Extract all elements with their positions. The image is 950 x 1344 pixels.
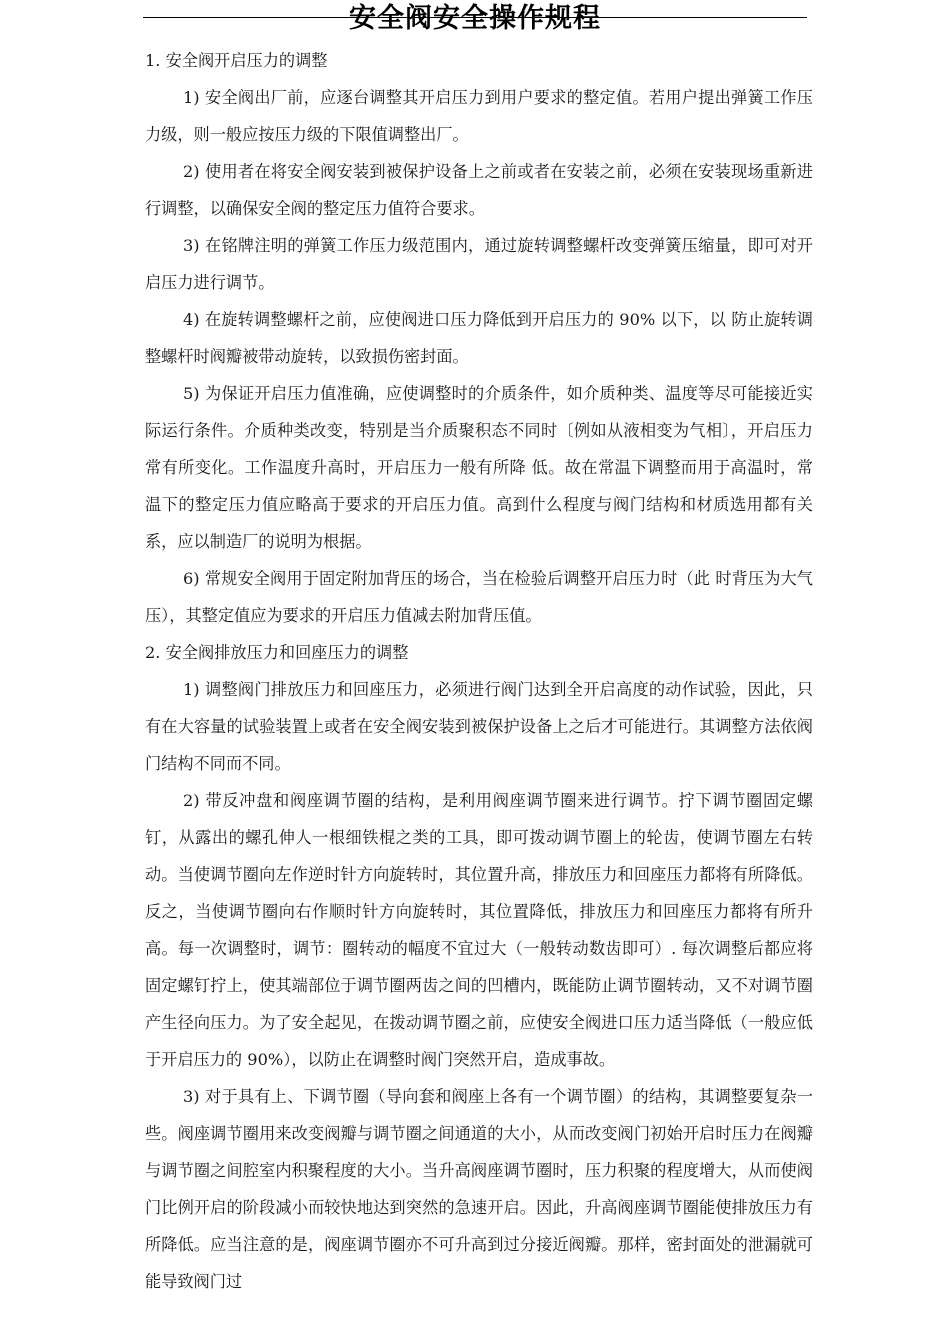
section-heading-2: 2. 安全阀排放压力和回座压力的调整 [145,643,409,662]
paragraph-1-6: 6) 常规安全阀用于固定附加背压的场合，当在检验后调整开启压力时（此 时背压为大气压），其整定值应为要求的开启压力值减去附加背压值。 [145,569,813,625]
paragraph-1-2: 2) 使用者在将安全阀安装到被保护设备上之前或者在安装之前，必须在安装现场重新进行调整，以确保安全阀的整定压力值符合要求。 [145,162,813,218]
paragraph-2-2: 2) 带反冲盘和阀座调节圈的结构，是利用阀座调节圈来进行调节。拧下调节圈固定螺钉，从露出的螺孔伸人一根细铁棍之类的工具，即可拨动调节圈上的轮齿，使调节圈左右转动。当使调节圈向左作逆时针方向旋转时，其位置升高，排放压力和回座压力都将有所降低。反之，当使调节圈向右作顺时针方向旋转时，其位置降低，排放压力和回座压力都将有所升高。每一次调整时，调节：圈转动的幅度不宜过大（一般转动数齿即可）. 每次调整后都应将固定螺钉拧上，使其端部位于调节圈两齿之间的凹槽内，既能防止调节圈转动，又不对调节圈产生径向压力。为了安全起见，在拨动调节圈之前，应使安全阀进口压力适当降低（一般应低于开启压力的 90%），以防止在调整时阀门突然开启，造成事故。 [145,791,813,1069]
paragraph-2-3: 3) 对于具有上、下调节圈（导向套和阀座上各有一个调节圈）的结构，其调整要复杂一些。阀座调节圈用来改变阀瓣与调节圈之间通道的大小，从而改变阀门初始开启时压力在阀瓣与调节圈之间腔室内积聚程度的大小。当升高阀座调节圈时，压力积聚的程度增大，从而使阀门比例开启的阶段减小而较快地达到突然的急速开启。因此，升高阀座调节圈能使排放压力有所降低。应当注意的是，阀座调节圈亦不可升高到过分接近阀瓣。那样，密封面处的泄漏就可能导致阀门过 [145,1087,813,1291]
paragraph-1-4: 4) 在旋转调整螺杆之前，应使阀进口压力降低到开启压力的 90% 以下，以 防止旋转调整螺杆时阀瓣被带动旋转，以致损伤密封面。 [145,310,813,366]
paragraph-1-3: 3) 在铭牌注明的弹簧工作压力级范围内，通过旋转调整螺杆改变弹簧压缩量，即可对开启压力进行调节。 [145,236,813,292]
paragraph-1-1: 1) 安全阀出厂前，应逐台调整其开启压力到用户要求的整定值。若用户提出弹簧工作压力级，则一般应按压力级的下限值调整出厂。 [145,88,813,144]
paragraph-2-1: 1) 调整阀门排放压力和回座压力，必须进行阀门达到全开启高度的动作试验，因此，只有在大容量的试验装置上或者在安全阀安装到被保护设备上之后才可能进行。其调整方法依阀门结构不同而不同。 [145,680,813,773]
section-heading-1: 1. 安全阀开启压力的调整 [145,51,328,70]
paragraph-1-5: 5) 为保证开启压力值准确，应使调整时的介质条件，如介质种类、温度等尽可能接近实际运行条件。介质种类改变，特别是当介质聚积态不同时〔例如从液相变为气相〕，开启压力常有所变化。工作温度升高时，开启压力一般有所降 低。故在常温下调整而用于高温时，常温下的整定压力值应略高于要求的开启压力值。高到什么程度与阀门结构和材质选用都有关系，应以制造厂的说明为根据。 [145,384,813,551]
document-title: 安全阀安全操作规程 [349,3,601,34]
document-body [145,42,813,1300]
